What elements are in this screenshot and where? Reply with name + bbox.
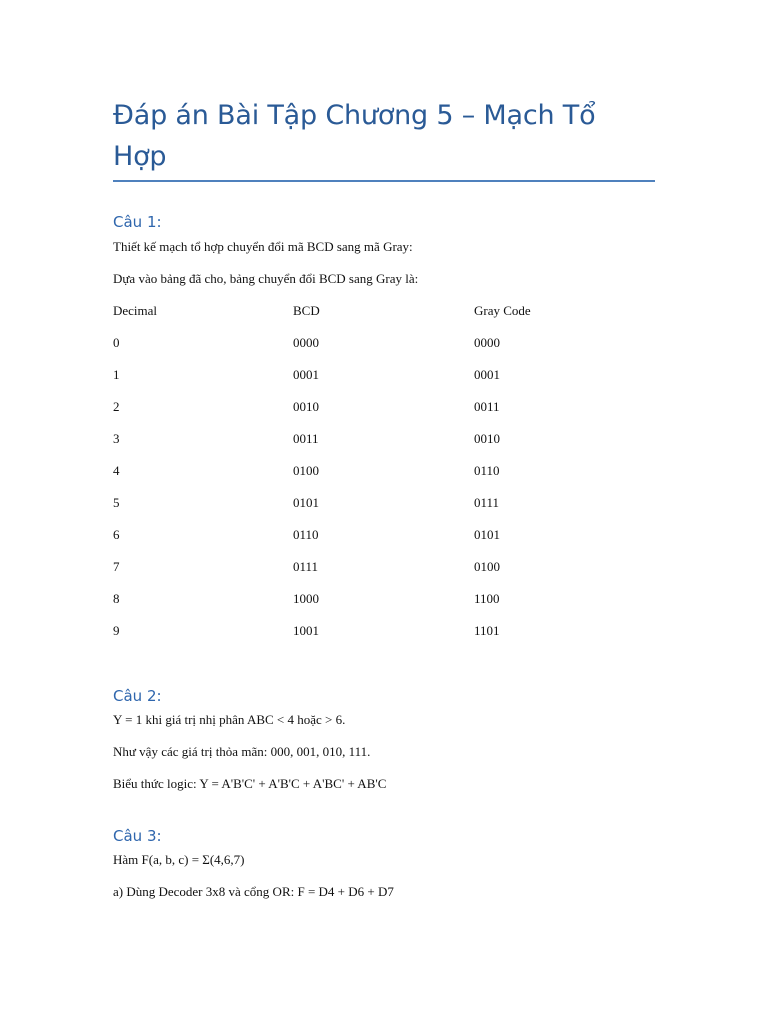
table-cell-decimal: 6 (113, 527, 120, 542)
table-cell-decimal: 2 (113, 399, 120, 414)
table-cell-bcd: 1001 (293, 623, 319, 638)
q3-line2: a) Dùng Decoder 3x8 và cổng OR: F = D4 + D6 + D7 (113, 884, 394, 899)
q3-line1: Hàm F(a, b, c) = Σ(4,6,7) (113, 852, 245, 867)
table-cell-gray: 1101 (474, 623, 500, 638)
table-cell-bcd: 0111 (293, 559, 319, 574)
q2-heading: Câu 2: (113, 687, 162, 705)
table-cell-gray: 0001 (474, 367, 500, 382)
table-cell-decimal: 1 (113, 367, 120, 382)
table-cell-decimal: 5 (113, 495, 120, 510)
table-cell-gray: 0110 (474, 463, 500, 478)
table-cell-bcd: 0100 (293, 463, 319, 478)
table-cell-gray: 0101 (474, 527, 500, 542)
q2-line1: Y = 1 khi giá trị nhị phân ABC < 4 hoặc > 6. (113, 712, 346, 727)
table-cell-decimal: 7 (113, 559, 120, 574)
table-header-gray: Gray Code (474, 303, 531, 318)
q1-line1: Thiết kế mạch tổ hợp chuyển đổi mã BCD sang mã Gray: (113, 239, 413, 254)
q2-line2: Như vậy các giá trị thỏa mãn: 000, 001, 010, 111. (113, 744, 371, 759)
table-cell-bcd: 1000 (293, 591, 319, 606)
table-cell-decimal: 8 (113, 591, 120, 606)
table-cell-gray: 0111 (474, 495, 500, 510)
table-cell-bcd: 0011 (293, 431, 319, 446)
table-cell-bcd: 0110 (293, 527, 319, 542)
q1-line2: Dựa vào bảng đã cho, bảng chuyển đổi BCD sang Gray là: (113, 271, 419, 286)
table-cell-decimal: 4 (113, 463, 120, 478)
q2-line3: Biểu thức logic: Y = A'B'C' + A'B'C + A'BC' + AB'C (113, 776, 387, 791)
table-cell-gray: 0000 (474, 335, 500, 350)
table-cell-bcd: 0101 (293, 495, 319, 510)
table-cell-gray: 0011 (474, 399, 500, 414)
table-cell-bcd: 0001 (293, 367, 319, 382)
table-cell-bcd: 0000 (293, 335, 319, 350)
table-cell-bcd: 0010 (293, 399, 319, 414)
table-header-decimal: Decimal (113, 303, 158, 318)
table-cell-gray: 0100 (474, 559, 500, 574)
table-cell-decimal: 9 (113, 623, 120, 638)
table-cell-gray: 0010 (474, 431, 500, 446)
q1-heading: Câu 1: (113, 213, 162, 231)
table-cell-decimal: 3 (113, 431, 120, 446)
table-header-bcd: BCD (293, 303, 320, 318)
q3-heading: Câu 3: (113, 827, 162, 845)
document-title: Đáp án Bài Tập Chương 5 – Mạch Tổ Hợp (113, 100, 596, 172)
table-cell-gray: 1100 (474, 591, 500, 606)
table-cell-decimal: 0 (113, 335, 120, 350)
title-underline (113, 180, 655, 182)
